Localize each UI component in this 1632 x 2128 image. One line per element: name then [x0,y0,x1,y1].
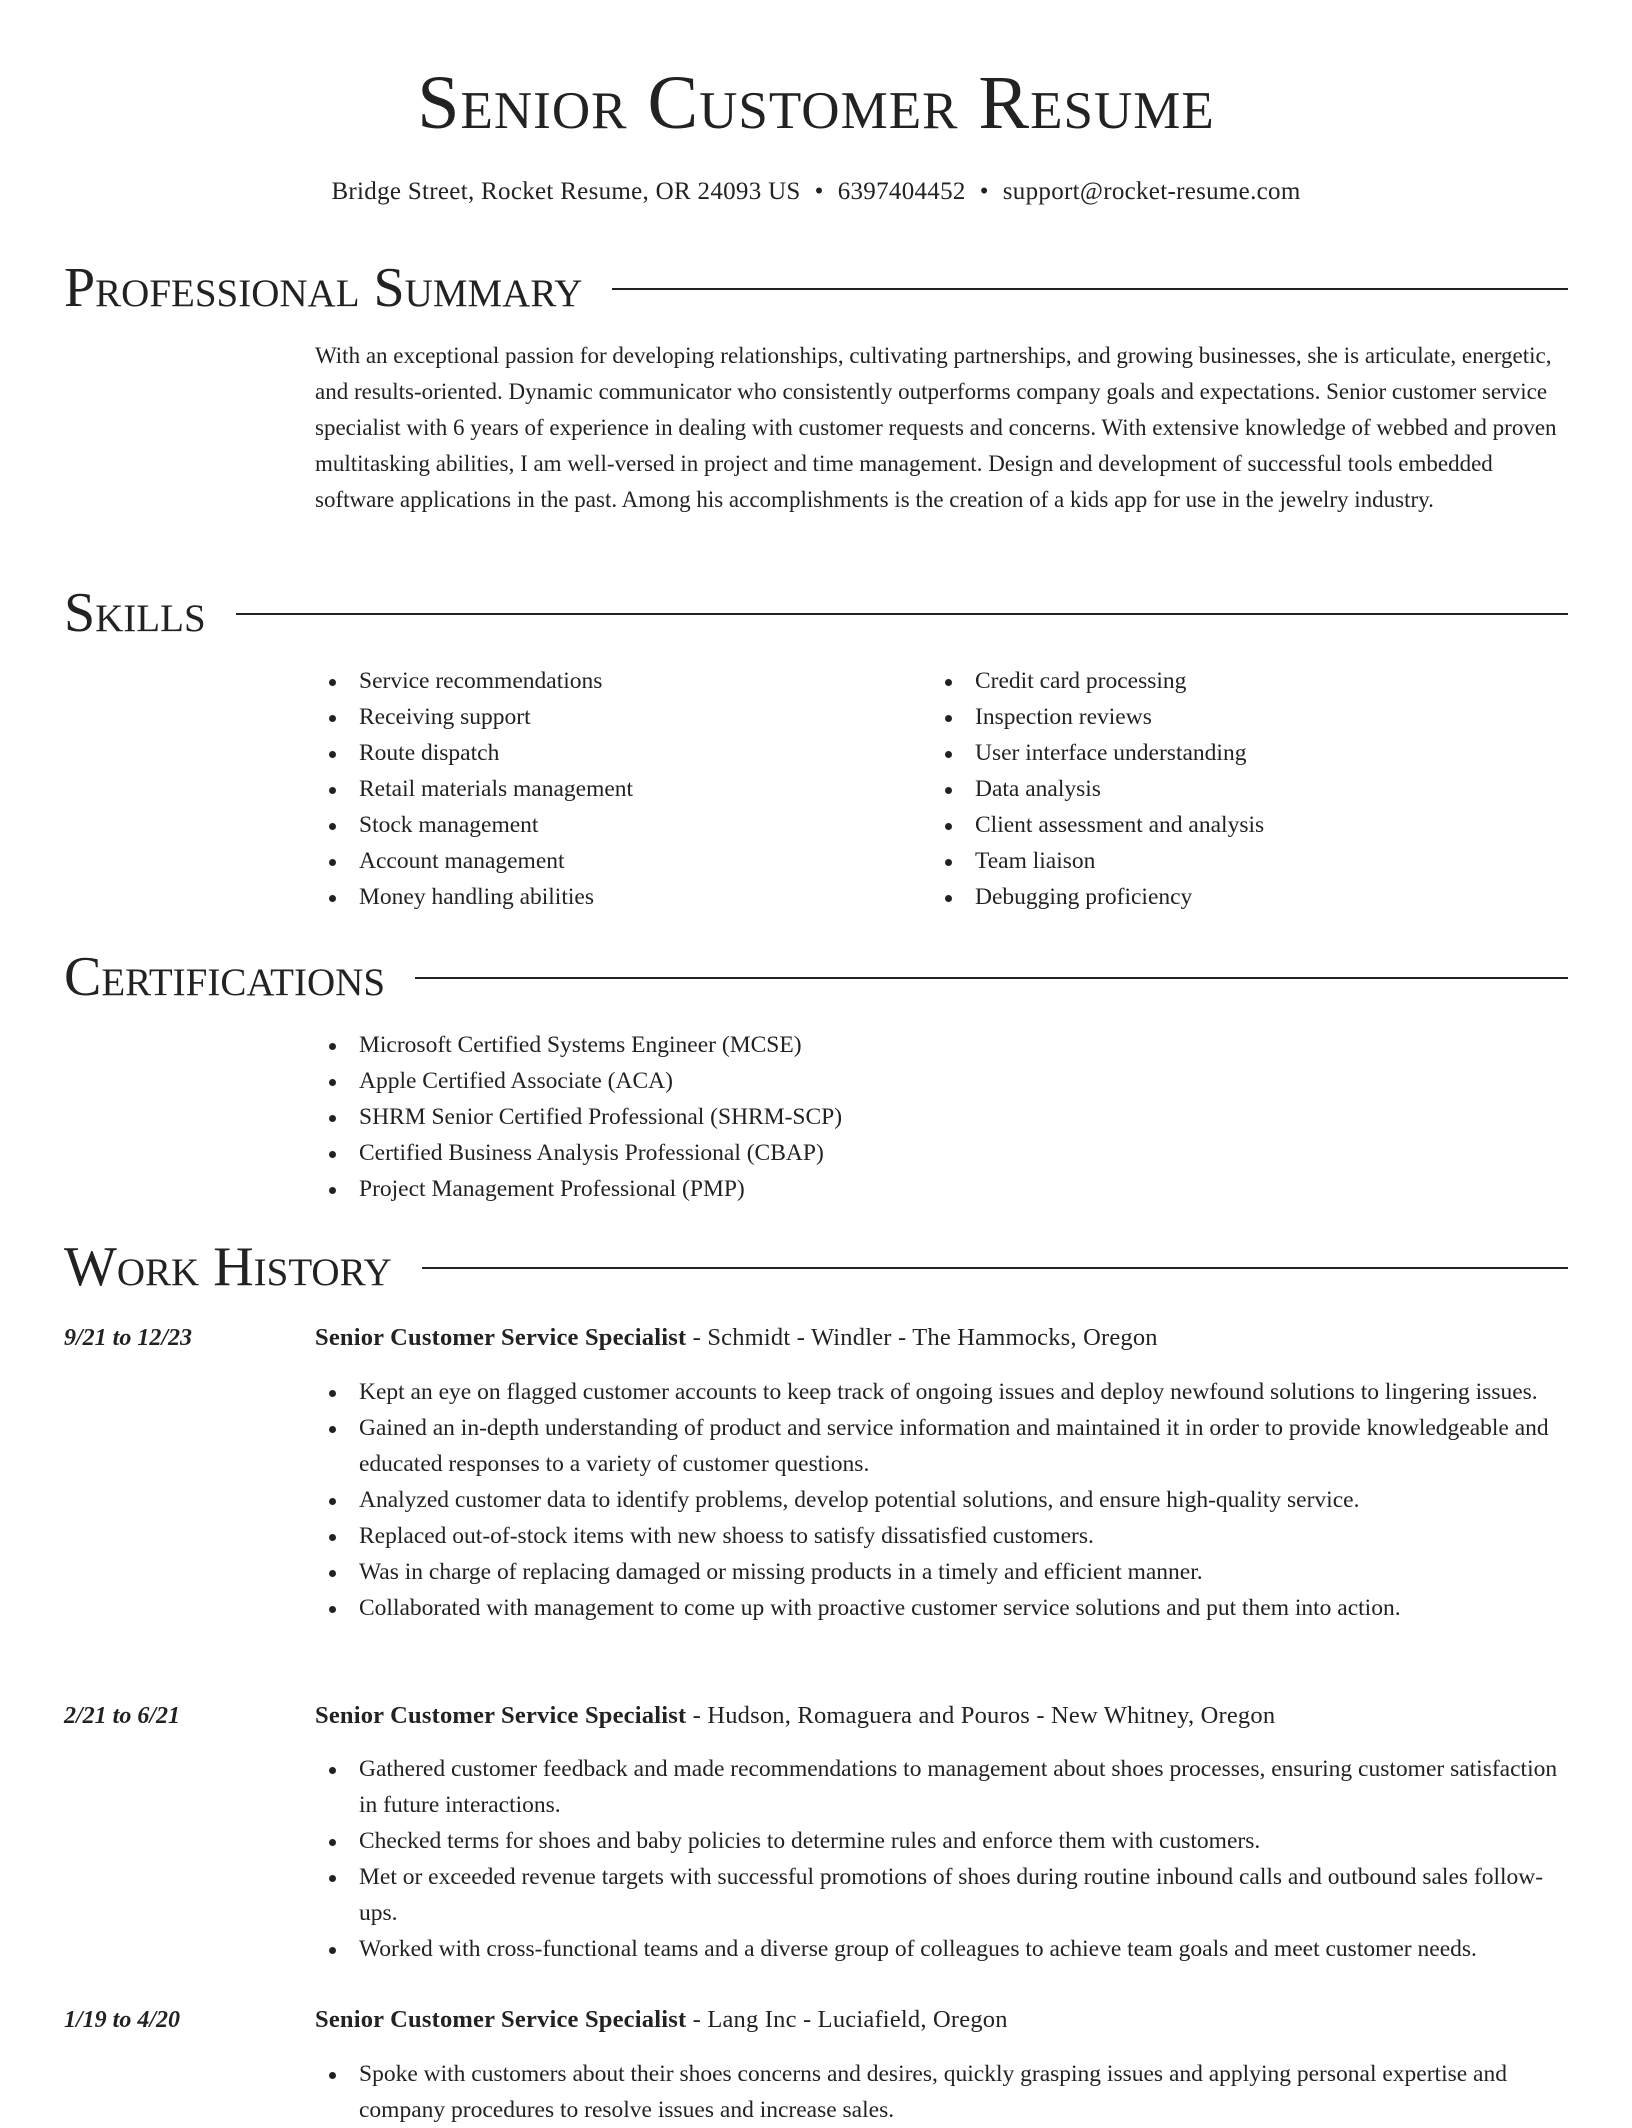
skills-list-left [315,663,875,915]
contact-address: Bridge Street, Rocket Resume, OR 24093 US [331,178,801,205]
job-title [315,1698,1570,1734]
job-duties-list [315,1374,1570,1626]
skill-item: User interface understanding [931,735,1531,771]
job-dates: 9/21 to 12/23 [64,1325,193,1351]
job-employer-location: - Schmidt - Windler - The Hammocks, Oregon [686,1324,1158,1351]
job-dates: 2/21 to 6/21 [64,1703,181,1729]
skill-item: Debugging proficiency [931,879,1531,915]
job-duty: Analyzed customer data to identify problems, develop potential solutions, and ensure high-quality service. [315,1482,1570,1518]
job-duty: Gathered customer feedback and made recommendations to management about shoes processes, ensuring customer satisfaction in future interactions. [315,1751,1570,1823]
summary-text: With an exceptional passion for developing relationships, cultivating partnerships, and growing businesses, she is articulate, energetic, and results-oriented. Dynamic communicator who consistently outperforms company goals and expectations. Senior customer service specialist with 6 years of experience in dealing with customer requests and concerns. With extensive knowledge of webbed and proven multitasking abilities, I am well-versed in project and time management. Design and development of successful tools embedded software applications in the past. Among his accomplishments is the creation of a kids app for use in the jewelry industry. [315,343,1557,512]
skills-list-right [931,663,1531,915]
section-heading: Professional Summary [64,257,583,319]
skill-item: Data analysis [931,771,1531,807]
skill-item: Service recommendations [315,663,875,699]
job-duty: Was in charge of replacing damaged or missing products in a timely and efficient manner. [315,1554,1570,1590]
job-duty: Replaced out-of-stock items with new shoess to satisfy dissatisfied customers. [315,1518,1570,1554]
section-work-history [64,1235,1568,1299]
skill-item: Team liaison [931,843,1531,879]
certification-item: Apple Certified Associate (ACA) [315,1063,1215,1099]
job-duty: Worked with cross-functional teams and a diverse group of colleagues to achieve team goals and meet customer needs. [315,1931,1570,1967]
section-heading: Work History [64,1236,392,1298]
contact-separator: • [814,178,824,205]
skill-item: Client assessment and analysis [931,807,1531,843]
resume-name: Senior Customer Resume [417,61,1215,145]
section-divider [236,613,1568,615]
job-role: Senior Customer Service Specialist [315,2006,687,2033]
section-skills [64,581,1568,645]
job-dates: 1/19 to 4/20 [64,2007,181,2033]
skill-item: Stock management [315,807,875,843]
job-duty: Spoke with customers about their shoes concerns and desires, quickly grasping issues and applying personal expertise and company procedures to resolve issues and increase sales. [315,2056,1570,2128]
section-divider [415,977,1568,979]
section-professional-summary [64,256,1568,320]
job-employer-location: - Hudson, Romaguera and Pouros - New Whitney, Oregon [686,1702,1276,1729]
certification-item: Project Management Professional (PMP) [315,1171,1215,1207]
certifications-list [315,1027,1215,1207]
section-divider [422,1267,1568,1269]
skill-item: Retail materials management [315,771,875,807]
section-heading: Certifications [64,946,386,1008]
job-duty: Collaborated with management to come up with proactive customer service solutions and put them into action. [315,1590,1570,1626]
job-employer-location: - Lang Inc - Luciafield, Oregon [686,2006,1008,2033]
job-title [315,1320,1570,1356]
skill-item: Money handling abilities [315,879,875,915]
skill-item: Receiving support [315,699,875,735]
job-title [315,2002,1570,2038]
contact-email: support@rocket-resume.com [1002,178,1301,205]
job-role: Senior Customer Service Specialist [315,1702,687,1729]
contact-line [0,175,1632,209]
job-duties-list [315,2056,1570,2128]
section-heading: Skills [64,582,206,644]
job-duty: Gained an in-depth understanding of product and service information and maintained it in order to provide knowledgeable and educated responses to a variety of customer questions. [315,1410,1570,1482]
skill-item: Route dispatch [315,735,875,771]
section-certifications [64,945,1568,1009]
job-duties-list [315,1751,1570,1967]
certification-item: Certified Business Analysis Professional (CBAP) [315,1135,1215,1171]
certification-item: Microsoft Certified Systems Engineer (MCSE) [315,1027,1215,1063]
section-divider [612,288,1568,290]
skill-item: Inspection reviews [931,699,1531,735]
job-duty: Met or exceeded revenue targets with successful promotions of shoes during routine inbound calls and outbound sales follow-ups. [315,1859,1570,1931]
contact-phone: 6397404452 [837,178,966,205]
contact-separator: • [979,178,989,205]
skill-item: Account management [315,843,875,879]
job-duty: Checked terms for shoes and baby policies to determine rules and enforce them with customers. [315,1823,1570,1859]
job-duty: Kept an eye on flagged customer accounts to keep track of ongoing issues and deploy newfound solutions to lingering issues. [315,1374,1570,1410]
skill-item: Credit card processing [931,663,1531,699]
certification-item: SHRM Senior Certified Professional (SHRM-SCP) [315,1099,1215,1135]
job-role: Senior Customer Service Specialist [315,1324,687,1351]
